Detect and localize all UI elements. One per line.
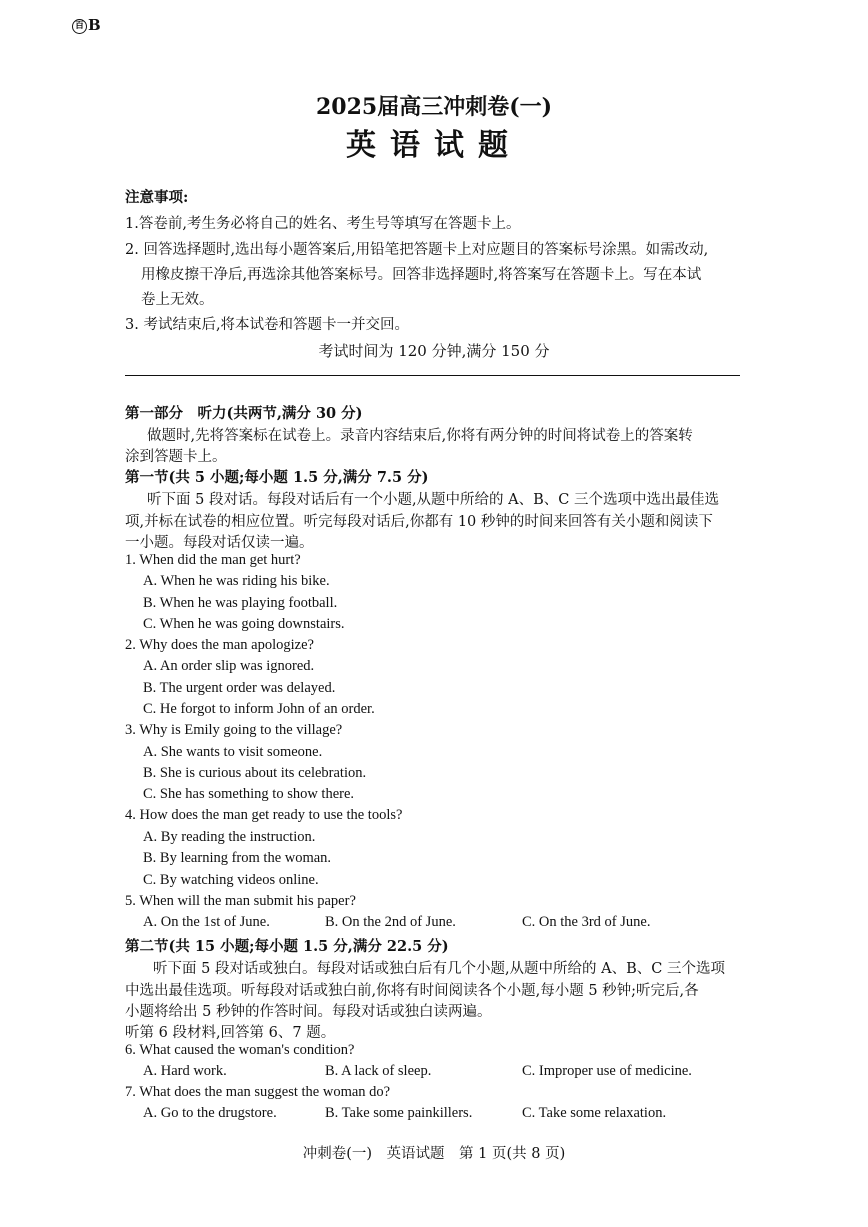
- notice-item-2b: 用橡皮擦干净后,再选涂其他答案标号。回答非选择题时,将答案写在答题卡上。写在本试: [141, 267, 702, 283]
- q3-option-a: A. She wants to visit someone.: [143, 744, 323, 760]
- divider: [125, 375, 740, 376]
- exam-title: 2025届高三冲刺卷(一): [315, 94, 553, 120]
- q4-option-c: C. By watching videos online.: [143, 872, 319, 888]
- question-4: 4. How does the man get ready to use the tools?: [125, 807, 403, 823]
- q6-option-c: C. Improper use of medicine.: [522, 1063, 692, 1079]
- q1-option-b: B. When he was playing football.: [143, 595, 338, 611]
- sec2-instruction: 听第 6 段材料,回答第 6、7 题。: [125, 1025, 336, 1041]
- page-footer: 冲刺卷(一) 英语试题 第 1 页(共 8 页): [302, 1146, 566, 1162]
- sec1-intro-a: 听下面 5 段对话。每段对话后有一个小题,从题中所给的 A、B、C 三个选项中选出最佳选: [147, 492, 719, 508]
- sec2-intro-a: 听下面 5 段对话或独白。每段对话或独白后有几个小题,从题中所给的 A、B、C 三个选项: [153, 961, 725, 977]
- question-1: 1. When did the man get hurt?: [125, 552, 301, 568]
- question-7: 7. What does the man suggest the woman do?: [125, 1084, 391, 1100]
- q5-option-c: C. On the 3rd of June.: [522, 914, 651, 930]
- sec2-intro-c: 小题将给出 5 秒钟的作答时间。每段对话或独白读两遍。: [125, 1004, 492, 1020]
- notice-item-3: 3. 考试结束后,将本试卷和答题卡一并交回。: [125, 317, 410, 333]
- q4-option-b: B. By learning from the woman.: [143, 850, 332, 866]
- q6-option-a: A. Hard work.: [143, 1063, 227, 1079]
- notice-item-1: 1.答卷前,考生务必将自己的姓名、考生号等填写在答题卡上。: [125, 216, 521, 232]
- logo-circle: 百: [72, 19, 87, 34]
- part1-intro-b: 涂到答题卡上。: [125, 449, 227, 465]
- sec2-intro-b: 中选出最佳选项。听每段对话或独白前,你将有时间阅读各个小题,每小题 5 秒钟;听完后,各: [125, 983, 699, 999]
- q2-option-b: B. The urgent order was delayed.: [143, 680, 336, 696]
- q2-option-a: A. An order slip was ignored.: [143, 658, 315, 674]
- question-5: 5. When will the man submit his paper?: [125, 893, 356, 909]
- corner-logo: [72, 16, 101, 34]
- question-2: 2. Why does the man apologize?: [125, 637, 314, 653]
- notice-item-2a: 2. 回答选择题时,选出每小题答案后,用铅笔把答题卡上对应题目的答案标号涂黑。如需改动,: [125, 242, 709, 258]
- q7-option-a: A. Go to the drugstore.: [143, 1105, 277, 1121]
- q6-option-b: B. A lack of sleep.: [325, 1063, 432, 1079]
- sec1-intro-b: 项,并标在试卷的相应位置。听完每段对话后,你都有 10 秒钟的时间来回答有关小题和阅读下: [125, 514, 713, 530]
- notice-item-2c: 卷上无效。: [141, 292, 214, 308]
- q3-option-c: C. She has something to show there.: [143, 786, 355, 802]
- exam-time: 考试时间为 120 分钟,满分 150 分: [318, 342, 550, 360]
- sec1-intro-c: 一小题。每段对话仅读一遍。: [125, 535, 314, 551]
- q2-option-c: C. He forgot to inform John of an order.: [143, 701, 375, 717]
- question-3: 3. Why is Emily going to the village?: [125, 722, 343, 738]
- exam-subject: 英语试题: [346, 128, 522, 163]
- q7-option-b: B. Take some painkillers.: [325, 1105, 473, 1121]
- q1-option-a: A. When he was riding his bike.: [143, 573, 330, 589]
- q5-option-b: B. On the 2nd of June.: [325, 914, 456, 930]
- q4-option-a: A. By reading the instruction.: [143, 829, 316, 845]
- logo-text: B: [88, 16, 101, 34]
- notice-heading: 注意事项:: [125, 189, 189, 206]
- sec1-heading: 第一节(共 5 小题;每小题 1.5 分,满分 7.5 分): [125, 469, 429, 486]
- part1-intro-a: 做题时,先将答案标在试卷上。录音内容结束后,你将有两分钟的时间将试卷上的答案转: [147, 428, 693, 444]
- q7-option-c: C. Take some relaxation.: [522, 1105, 667, 1121]
- q3-option-b: B. She is curious about its celebration.: [143, 765, 367, 781]
- q1-option-c: C. When he was going downstairs.: [143, 616, 345, 632]
- part1-heading: 第一部分 听力(共两节,满分 30 分): [125, 405, 363, 422]
- sec2-heading: 第二节(共 15 小题;每小题 1.5 分,满分 22.5 分): [125, 938, 449, 955]
- question-6: 6. What caused the woman's condition?: [125, 1042, 355, 1058]
- q5-option-a: A. On the 1st of June.: [143, 914, 270, 930]
